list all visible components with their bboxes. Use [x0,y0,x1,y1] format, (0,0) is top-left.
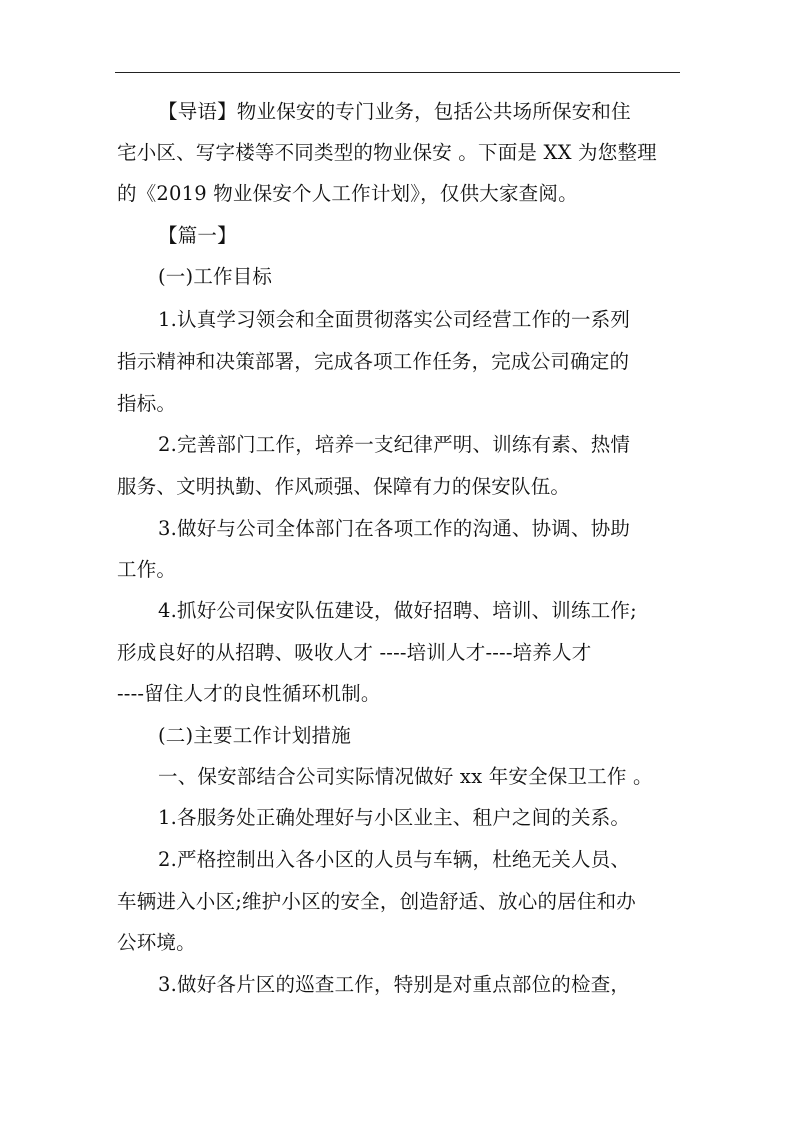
measure-3-line-1: 3.做好各片区的巡查工作，特别是对重点部位的检查， [158,973,631,996]
subheading-measures: (二)主要工作计划措施 [158,724,351,747]
measure-2-line-1: 2.严格控制出入各小区的人员与车辆，杜绝无关人员、 [158,848,631,871]
measure-2-line-3: 公环境。 [117,931,196,954]
goal-4-line-2: 形成良好的从招聘、吸收人才 ----培训人才----培养人才 [117,641,592,664]
intro-line-3: 的《2019 物业保安个人工作计划》，仅供大家查阅。 [117,182,578,205]
goal-4-line-1: 4.抓好公司保安队伍建设，做好招聘、培训、训练工作; [158,599,637,622]
measure-heading: 一、保安部结合公司实际情况做好 xx 年安全保卫工作 。 [158,765,653,788]
goal-3-line-1: 3.做好与公司全体部门在各项工作的沟通、协调、协助 [158,517,631,540]
goal-1-line-3: 指标。 [117,392,177,415]
measure-2-line-2: 车辆进入小区;维护小区的安全，创造舒适、放心的居住和办 [117,890,636,913]
goal-4-line-3: ----留住人才的良性循环机制。 [117,682,381,705]
goal-3-line-2: 工作。 [117,558,177,581]
measure-1-line-1: 1.各服务处正确处理好与小区业主、租户之间的关系。 [158,806,631,829]
goal-2-line-1: 2.完善部门工作，培养一支纪律严明、训练有素、热情 [158,433,631,456]
goal-1-line-1: 1.认真学习领会和全面贯彻落实公司经营工作的一系列 [158,308,631,331]
subheading-goals: (一)工作目标 [158,265,273,288]
section-heading: 【篇一】 [158,224,237,247]
goal-2-line-2: 服务、文明执勤、作风顽强、保障有力的保安队伍。 [117,475,571,498]
intro-line-2: 宅小区、写字楼等不同类型的物业保安 。下面是 XX 为您整理 [117,141,657,164]
goal-1-line-2: 指示精神和决策部署，完成各项工作任务，完成公司确定的 [117,350,630,373]
header-rule [115,72,680,73]
intro-line-1: 【导语】物业保安的专门业务，包括公共场所保安和住 [158,100,631,123]
